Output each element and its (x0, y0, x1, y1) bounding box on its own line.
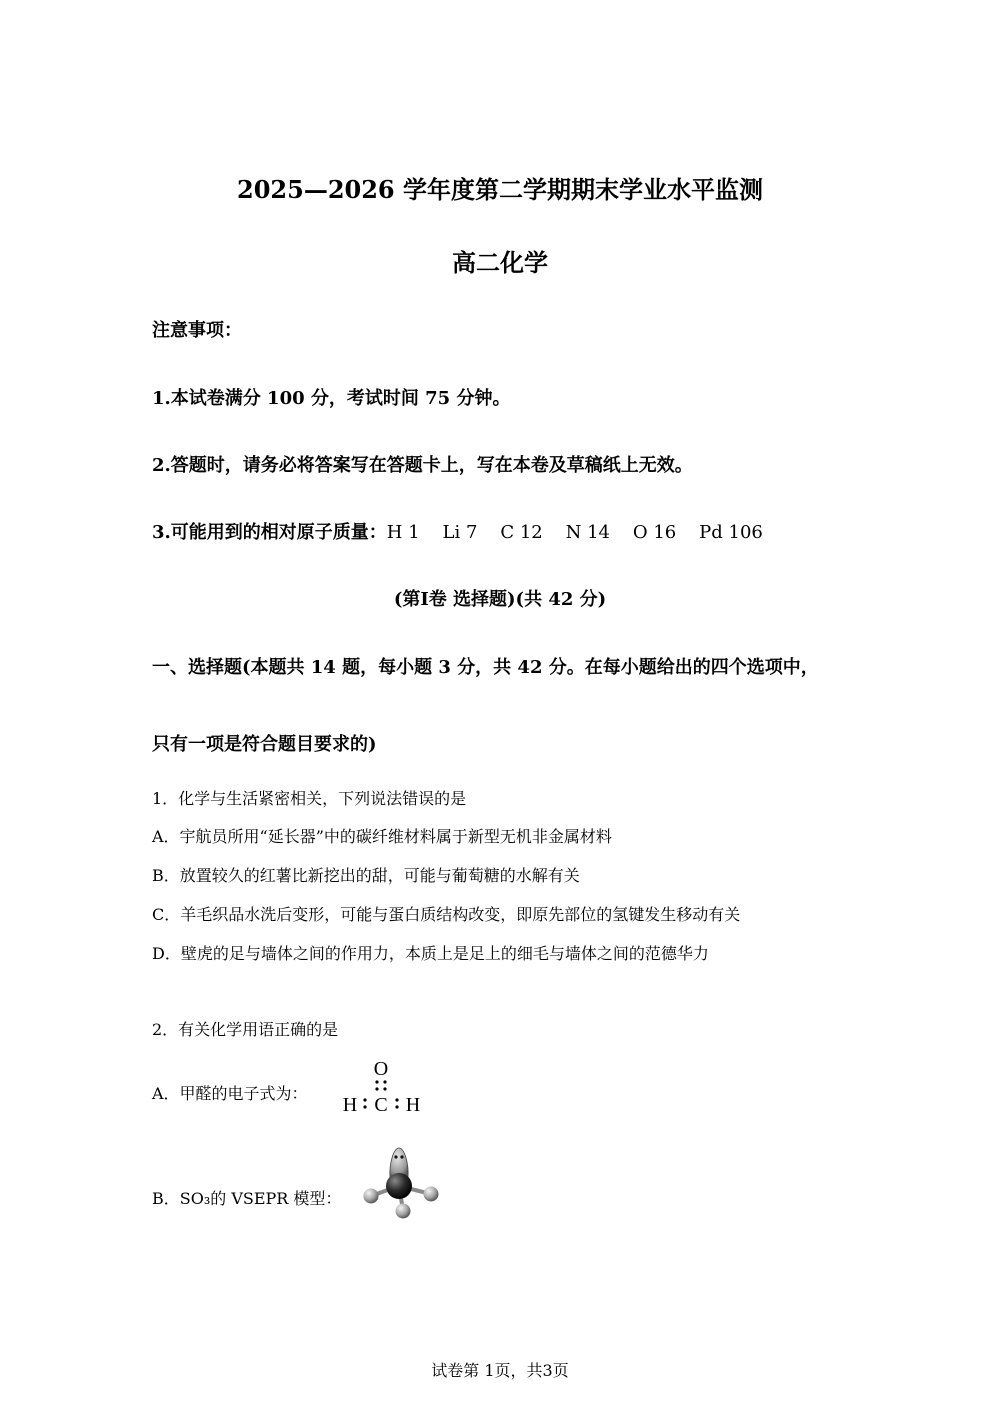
part-instructions-line-2: 只有一项是符合题目要求的) (152, 734, 377, 755)
atomic-masses: H 1 Li 7 C 12 N 14 O 16 Pd 106 (386, 522, 763, 543)
question-2-stem: 2．有关化学用语正确的是 (152, 1020, 339, 1039)
note-item-3-label: 3.可能用到的相对原子质量： (152, 522, 387, 543)
vsepr-model-image (356, 1140, 448, 1224)
question-1-option-d: D．壁虎的足与墙体之间的作用力，本质上是足上的细毛与墙体之间的范德华力 (152, 944, 709, 963)
formula-carbon: C (374, 1094, 388, 1116)
exam-title: 2025—2026 学年度第二学期期末学业水平监测 (237, 175, 763, 204)
question-1-stem: 1．化学与生活紧密相关，下列说法错误的是 (152, 789, 467, 808)
question-1-option-b: B．放置较久的红薯比新挖出的甜，可能与葡萄糖的水解有关 (152, 866, 580, 885)
note-item-1: 1.本试卷满分 100 分，考试时间 75 分钟。 (152, 388, 511, 409)
volume-title: (第Ⅰ卷 选择题)(共 42 分) (393, 589, 607, 610)
subject-title: 高二化学 (452, 248, 548, 277)
page-footer: 试卷第 1页，共3页 (431, 1361, 569, 1380)
part-instructions-line-1: 一、选择题(本题共 14 题，每小题 3 分，共 42 分。在每小题给出的四个选项中， (152, 657, 819, 678)
formula-hydrogen-right: H (405, 1094, 421, 1116)
question-2-option-a: A．甲醛的电子式为： (152, 1084, 308, 1103)
question-1-option-c: C．羊毛织品水洗后变形，可能与蛋白质结构改变，即原先部位的氢键发生移动有关 (152, 905, 741, 924)
question-2-option-b: B．SO₃的 VSEPR 模型： (152, 1189, 342, 1208)
notes-heading: 注意事项： (152, 320, 242, 341)
formaldehyde-electron-formula (336, 1055, 431, 1117)
formula-oxygen: O (373, 1058, 389, 1080)
note-item-3 (152, 518, 763, 544)
question-1-option-a: A．宇航员所用“延长器”中的碳纤维材料属于新型无机非金属材料 (152, 827, 612, 846)
note-item-2: 2.答题时，请务必将答案写在答题卡上，写在本卷及草稿纸上无效。 (152, 455, 693, 476)
formula-hydrogen-left: H (342, 1094, 358, 1116)
